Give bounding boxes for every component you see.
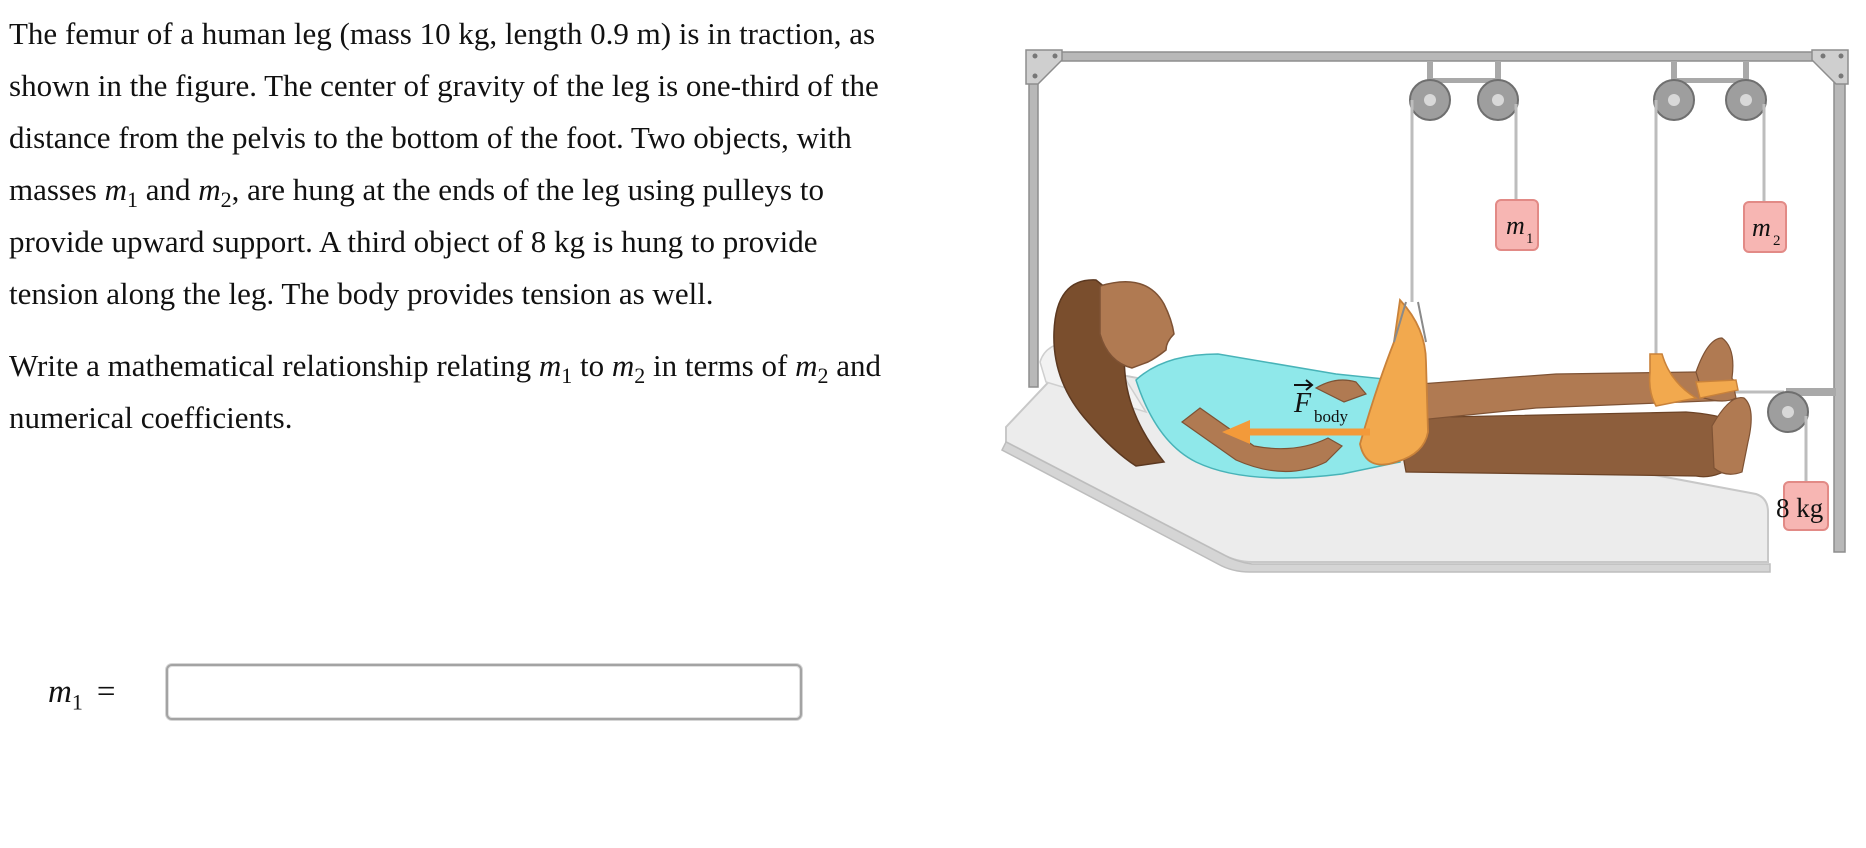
svg-text:m: m xyxy=(1752,213,1771,242)
problem-paragraph-question xyxy=(9,340,909,444)
svg-text:2: 2 xyxy=(1773,233,1781,249)
svg-text:F: F xyxy=(1294,388,1312,419)
traction-figure xyxy=(996,42,1858,582)
weight-8kg xyxy=(1776,482,1828,530)
problem-paragraph-description xyxy=(9,8,909,320)
svg-text:m: m xyxy=(1506,211,1525,240)
text-segment: Write a mathematical relationship relating xyxy=(9,348,539,383)
m2-symbol: $m_2$ xyxy=(611,348,646,389)
m2-symbol: $m_2$ xyxy=(198,172,232,213)
m2-symbol: $m_2$ xyxy=(795,348,829,389)
problem-statement xyxy=(9,8,909,444)
svg-text:1: 1 xyxy=(1526,231,1534,247)
answer-row xyxy=(48,660,802,724)
weight-m2 xyxy=(1744,202,1786,252)
pulleys-m1 xyxy=(1410,62,1518,302)
svg-text:8 kg: 8 kg xyxy=(1776,493,1824,523)
text-segment: to xyxy=(572,348,612,383)
text-segment: and xyxy=(137,172,199,207)
text-segment: The femur of a human leg (mass 10 kg, length 0.9 m) is in traction, as shown in the figure. The center of gravity of the leg is one-third of the distance from the pelvis to the bottom of the foot. Two objects, with masses xyxy=(9,16,879,207)
weight-m1 xyxy=(1496,200,1538,250)
answer-input[interactable] xyxy=(166,664,802,720)
answer-label: $m_1$ = xyxy=(48,673,116,715)
text-segment: , are hung at the ends of the leg using pulleys to provide upward support. A third object of 8 kg is hung to provide tension along the leg. The body provides tension as well. xyxy=(9,172,824,311)
text-segment: and numerical coefficients. xyxy=(9,348,881,435)
m1-symbol: $m_1$ xyxy=(538,348,573,389)
m1-symbol: $m_1$ xyxy=(104,172,138,213)
text-segment: in terms of xyxy=(645,348,796,383)
svg-text:body: body xyxy=(1314,407,1348,426)
